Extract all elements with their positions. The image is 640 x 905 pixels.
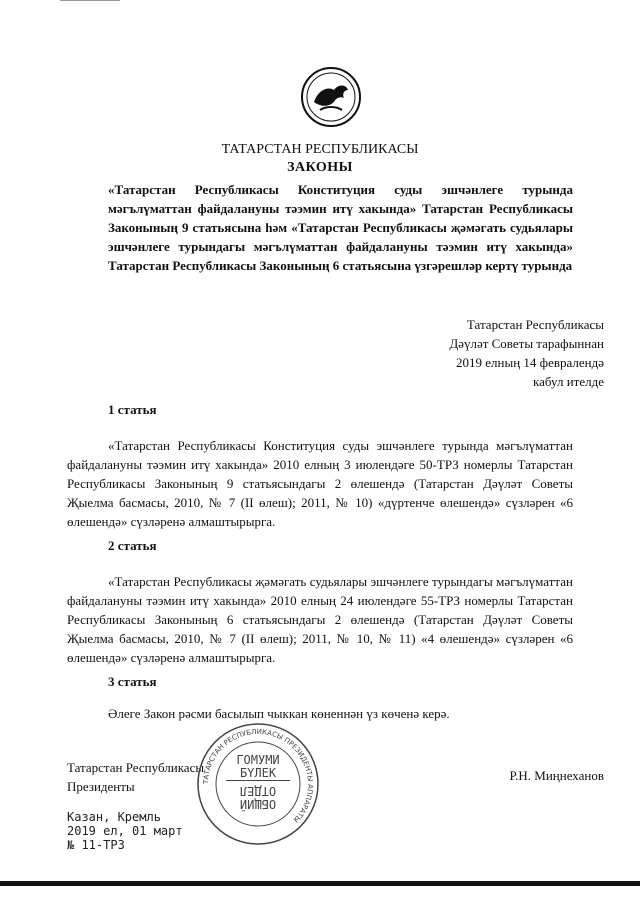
place-date-number xyxy=(67,810,183,852)
official-seal-stamp xyxy=(196,722,320,846)
adoption-line-4: кабул ителде xyxy=(533,374,604,389)
seal-line-2: БҮЛЕК xyxy=(239,766,277,780)
law-number-line: № 11-ТРЗ xyxy=(67,838,125,852)
article-2-text: «Татарстан Республикасы җәмәгать судьялары эшчәнлеге турындагы мәгълүматтан файдалануны тәэмин итү хакында» 2010 елның 24 июлендәге 55-ТРЗ номерлы Татарстан Республикасы Законының 6 статьясындагы 2 өлешендә (Татарстан Дәүләт Советы Җыелма басмасы, 2010, № 7 (II өлеш); 2011, № 10, № 11) «4 өлешендә» сүзләрен «6 өлешендә» сүзләренә алмаштырырга. xyxy=(67,574,573,665)
republic-heading: ТАТАРСТАН РЕСПУБЛИКАСЫ xyxy=(221,142,419,157)
seal-line-3: ОТДЕЛ xyxy=(239,784,277,798)
article-3-heading: 3 статья xyxy=(108,674,157,689)
seal-line-4: ОБЩИЙ xyxy=(239,797,277,811)
adoption-line-2: Дәүләт Советы тарафыннан xyxy=(449,336,604,351)
document-type-heading: ЗАКОНЫ xyxy=(287,160,353,175)
adoption-note xyxy=(364,315,604,391)
date-line: 2019 ел, 01 март xyxy=(67,824,183,838)
article-3-text: Әлеге Закон рәсми басылып чыккан көненнән үз көченә керә. xyxy=(108,706,450,721)
article-1-text: «Татарстан Республикасы Конституция суды эшчәнлеге турында мәгълүматтан файдалануны тәэмин итү хакында» 2010 елның 3 июлендәге 50-ТРЗ номерлы Татарстан Республикасы Законының 9 статьясындагы 2 өлешендә (Татарстан Дәүләт Советы Җыелма басмасы, 2010, № 7 (II өлеш); 2011, № 10) «дүртенче өлешендә» сүзләрен «6 өлешендә» сүзләренә алмаштырырга. xyxy=(67,438,573,529)
place-line: Казан, Кремль xyxy=(67,810,161,824)
scan-artifact-line xyxy=(60,0,120,1)
adoption-line-1: Татарстан Республикасы xyxy=(466,317,604,332)
signatory-title xyxy=(67,758,204,796)
signatory-line-1: Татарстан Республикасы xyxy=(67,760,205,775)
law-title: «Татарстан Республикасы Конституция суды эшчәнлеге турында мәгълүматтан файдалануны тәэмин итү хакында» Татарстан Республикасы Законының 9 статьясына һәм «Татарстан Республикасы җәмәгать судьялары эшчәнлеге турындагы мәгълүматтан файдалануны тәэмин итү хакында» Татарстан Республикасы Законының 6 статьясына үзгәрешләр кертү турында xyxy=(108,182,573,273)
seal-ring-text: ТАТАРСТАН РЕСПУБЛИКАСЫ ПРЕЗИДЕНТЫ АППАРАТЫ xyxy=(201,727,315,824)
signatory-line-2: Президенты xyxy=(67,779,135,794)
article-2-heading: 2 статья xyxy=(108,538,157,553)
adoption-line-3: 2019 елның 14 февралендә xyxy=(456,355,604,370)
scan-bottom-edge xyxy=(0,881,640,886)
tatarstan-emblem-icon xyxy=(300,66,362,128)
signatory-name: Р.Н. Миңнеханов xyxy=(509,768,604,783)
article-1-heading: 1 статья xyxy=(108,402,157,417)
seal-line-1: ГОМУМИ xyxy=(236,753,280,767)
